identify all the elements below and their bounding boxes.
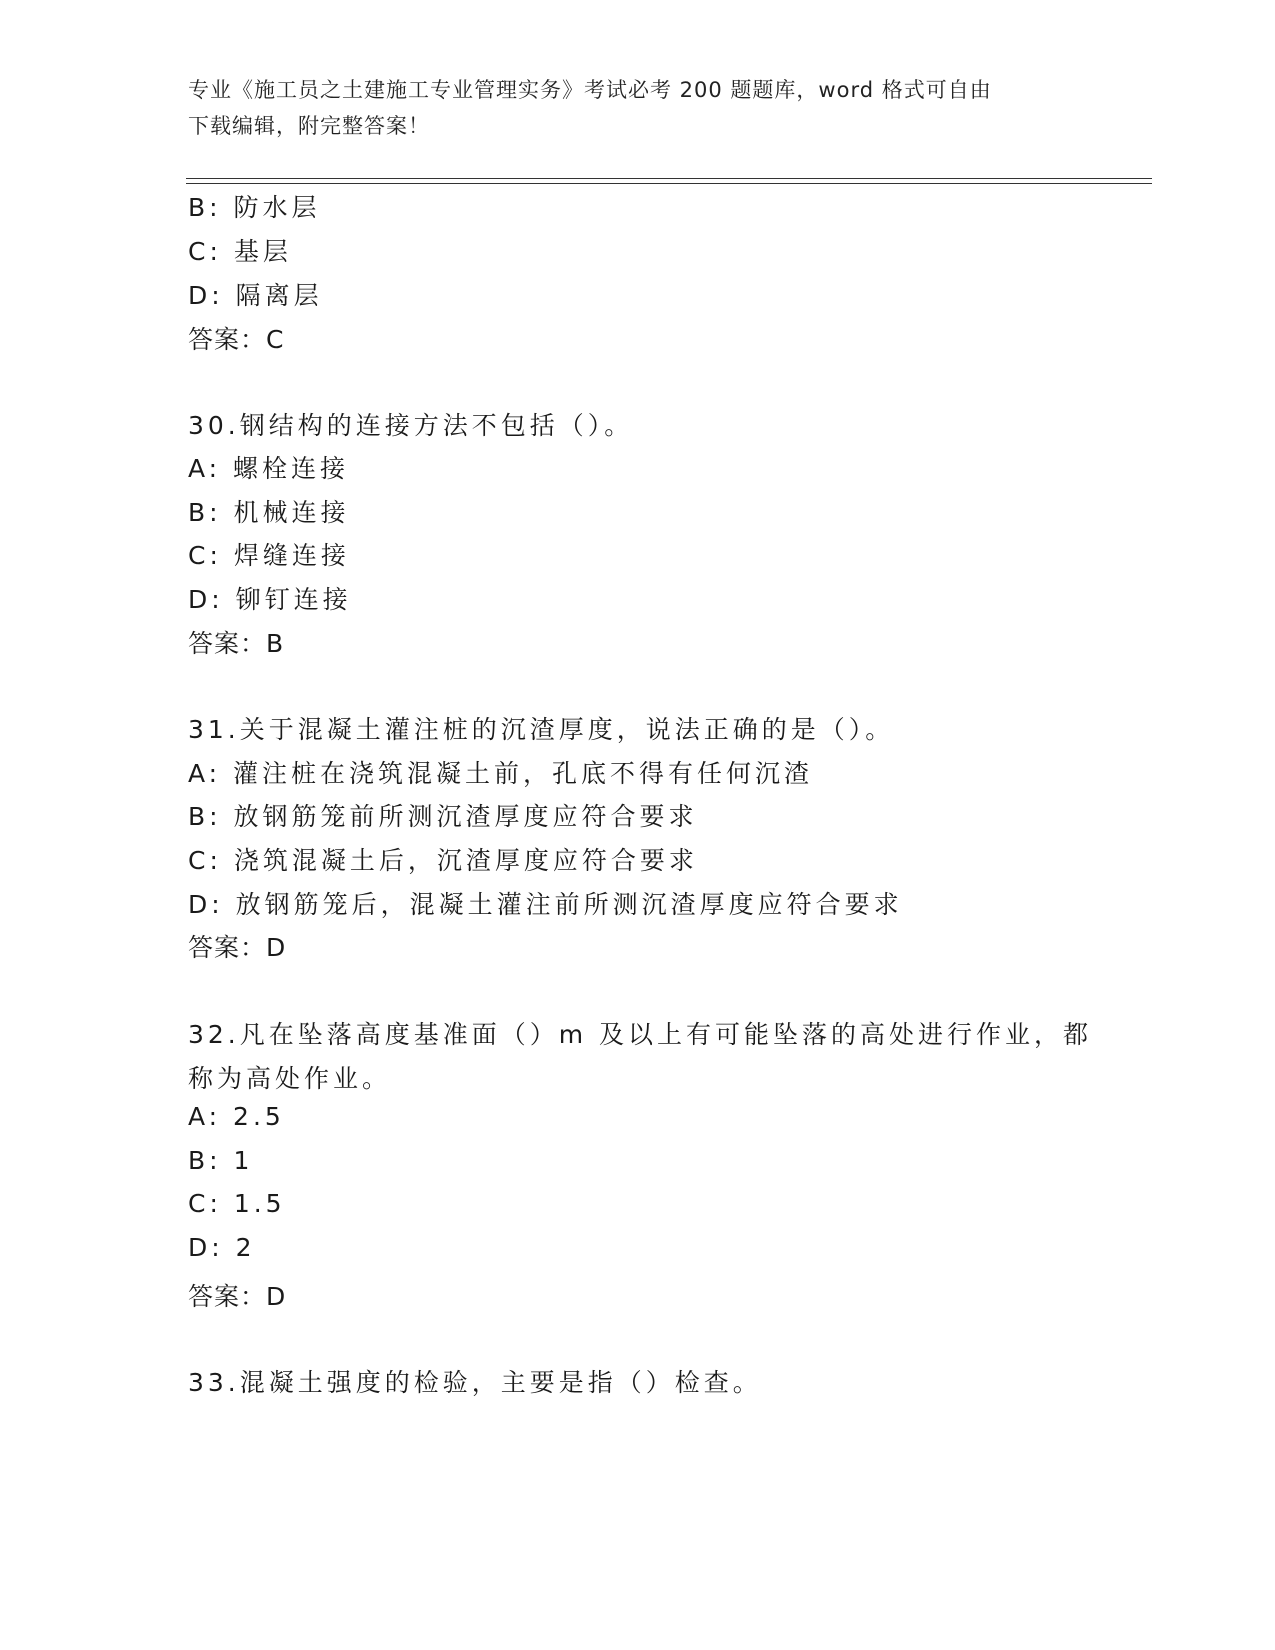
q30-stem: 30.钢结构的连接方法不包括（）。 <box>188 411 634 440</box>
q31-option-a: A: 灌注桩在浇筑混凝土前，孔底不得有任何沉渣 <box>188 759 814 788</box>
q32-option-a: A: 2.5 <box>188 1102 285 1131</box>
q30-option-c: C: 焊缝连接 <box>188 541 350 570</box>
q29-answer: 答案：C <box>188 325 285 354</box>
q31-option-d: D: 放钢筋笼后，混凝土灌注前所测沉渣厚度应符合要求 <box>188 890 903 919</box>
q31-option-b: B: 放钢筋笼前所测沉渣厚度应符合要求 <box>188 802 698 831</box>
header-divider <box>186 178 1152 179</box>
q31-answer: 答案：D <box>188 933 287 962</box>
q32-option-d: D: 2 <box>188 1233 256 1262</box>
q29-option-c: C: 基层 <box>188 237 292 266</box>
header-title-line2: 下载编辑，附完整答案！ <box>188 114 430 138</box>
q31-stem: 31.关于混凝土灌注桩的沉渣厚度，说法正确的是（）。 <box>188 715 895 744</box>
q30-option-d: D: 铆钉连接 <box>188 585 352 614</box>
q29-option-b: B: 防水层 <box>188 193 321 222</box>
q31-option-c: C: 浇筑混凝土后，沉渣厚度应符合要求 <box>188 846 698 875</box>
q32-answer: 答案：D <box>188 1282 287 1311</box>
q32-stem-line1: 32.凡在坠落高度基准面（）m 及以上有可能坠落的高处进行作业，都 <box>188 1020 1093 1049</box>
q33-stem: 33.混凝土强度的检验，主要是指（）检查。 <box>188 1368 762 1397</box>
q32-option-b: B: 1 <box>188 1146 254 1175</box>
header-title-line1: 专业《施工员之土建施工专业管理实务》考试必考 200 题题库，word 格式可自由 <box>188 78 992 102</box>
q32-option-c: C: 1.5 <box>188 1189 286 1218</box>
q32-stem-line2: 称为高处作业。 <box>188 1064 392 1093</box>
q30-answer: 答案：B <box>188 629 285 658</box>
q29-option-d: D: 隔离层 <box>188 281 323 310</box>
q30-option-b: B: 机械连接 <box>188 498 350 527</box>
q30-option-a: A: 螺栓连接 <box>188 454 350 483</box>
header-divider-secondary <box>186 183 1152 184</box>
page-header <box>188 72 1088 144</box>
